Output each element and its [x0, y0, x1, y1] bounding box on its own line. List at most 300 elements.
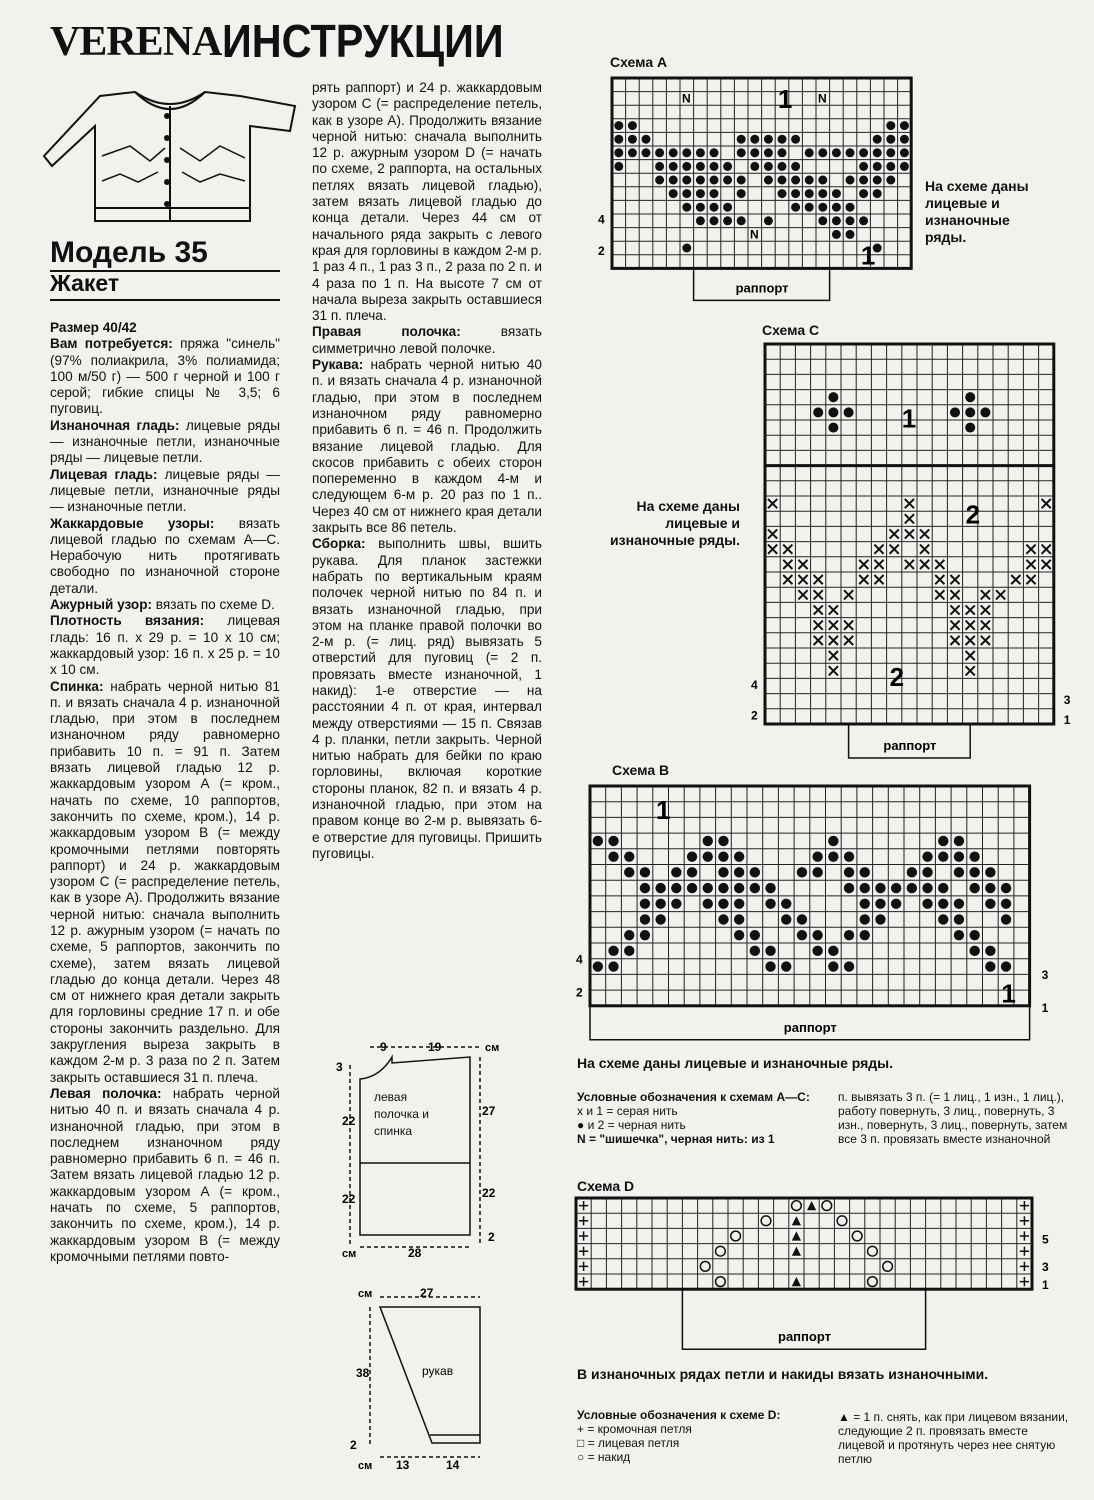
section-heading: Ажурный узор:	[50, 597, 153, 613]
stitch-dot	[907, 883, 917, 893]
stitch-dot	[593, 836, 603, 846]
stitch-dot	[710, 216, 719, 225]
rapport-label: раппорт	[778, 1329, 831, 1345]
motif-1-mark: 1	[860, 240, 876, 271]
stitch-dot	[655, 162, 664, 171]
stitch-cross	[798, 590, 807, 599]
stitch-cross	[890, 529, 899, 538]
stitch-dot	[778, 135, 787, 144]
yarn-over	[716, 1246, 726, 1256]
stitch-dot	[696, 162, 705, 171]
stitch-dot	[791, 203, 800, 212]
edge-stitch	[1020, 1216, 1029, 1225]
edge-stitch	[579, 1247, 588, 1256]
stitch-cross	[920, 529, 929, 538]
stitch-cross	[844, 621, 853, 630]
sleeve-dim-left-1: 38	[356, 1366, 370, 1380]
stitch-dot	[669, 189, 678, 198]
stitch-dot	[737, 216, 746, 225]
instructions-column-1	[50, 320, 280, 1265]
stitch-cross	[950, 621, 959, 630]
row-num-2: 2	[576, 985, 583, 1000]
col1-paragraph	[50, 336, 280, 417]
section-text: набрать черной нитью 81 п. и вязать сначала 4 р. изнаночной гладью, при этом в последнем изнаночном ряду равномерно прибавить 10 п. = 91 п. Затем вязать лицевой гладью 12 р. жаккардовым узором А (= кром., начать по схеме, 10 раппортов, закончить по схеме, кром.), 14 р. жаккардовым узором В (= между кромочными петлями повторять раппорт) и 24 р. жаккардовым узором С (= распределение петель, как в узоре А). Продолжить вязание черной нитью: сначала выполнить 12 р. ажурным узором (= начать по схеме, 5 раппортов, закончить по схеме), затем вязать лицевой гладью до конца детали. Через 48 см от нижнего края детали закрыть для горловины средние 17 п. и обе стороны закончить раздельно. Для закругления выреза закрыть в каждом 2-м р. 3 раза по 2 п. Затем закрыть оставшиеся 31 п. плеча.	[50, 678, 280, 1085]
section-text: лицевая гладь: 16 п. х 29 р. = 10 х 10 см; жаккардовый узор: 16 п. х 25 р. = 10 х 10 см.	[50, 613, 280, 678]
edge-stitch	[1020, 1231, 1029, 1240]
stitch-dot	[828, 851, 838, 861]
section-heading: Рукава:	[312, 357, 364, 373]
stitch-cross	[1026, 575, 1035, 584]
stitch-dot	[900, 121, 909, 130]
stitch-dot	[828, 946, 838, 956]
stitch-dot	[860, 867, 870, 877]
stitch-dot	[969, 883, 979, 893]
stitch-dot	[985, 899, 995, 909]
stitch-dot	[655, 899, 665, 909]
stitch-dot	[812, 851, 822, 861]
row-num-5: 5	[1042, 1232, 1049, 1247]
yarn-over	[868, 1277, 878, 1287]
stitch-dot	[985, 867, 995, 877]
stitch-dot	[781, 914, 791, 924]
stitch-cross	[966, 621, 975, 630]
stitch-dot	[846, 148, 855, 157]
stitch-dot	[718, 899, 728, 909]
stitch-dot	[640, 867, 650, 877]
stitch-dot	[710, 162, 719, 171]
stitch-cross	[1042, 499, 1051, 508]
stitch-dot	[1001, 883, 1011, 893]
bobble-mark: N	[750, 227, 759, 242]
stitch-dot	[873, 176, 882, 185]
section-text: выполнить швы, вшить рукава. Для планок застежки набрать по вертикальным краям полочек черной нитью по 84 п. и вязать изнаночной гладью, при этом на планке правой полочки во 2-м р. (= лиц. ряд) вывязать 5 отверстий для пуговиц (= 2 п. провязать вместе изнаночной, 1 накид): 1-е отверстие — на расстоянии 4 п. от края, интервал между отверстиями — 15 п. Связав 4 р. планки, петли закрыть. Черной нитью набрать для бейки по краю горловины, включая короткие стороны планок, 82 п. и вязать 4 р. изнаночной гладью, при этом на правом конце во 2-м р. вывязать 6-е отверстие для пуговицы. Пришить пуговицы.	[312, 536, 542, 861]
section-heading: Размер 40/42	[50, 320, 137, 335]
stitch-dot	[703, 899, 713, 909]
stitch-dot	[805, 148, 814, 157]
stitch-dot	[687, 851, 697, 861]
stitch-cross	[950, 575, 959, 584]
stitch-dot	[828, 961, 838, 971]
stitch-cross	[768, 545, 777, 554]
stitch-dot	[593, 961, 603, 971]
stitch-cross	[844, 590, 853, 599]
stitch-cross	[814, 636, 823, 645]
stitch-dot	[687, 867, 697, 877]
stitch-dot	[922, 867, 932, 877]
stitch-dot	[900, 135, 909, 144]
stitch-dot	[985, 961, 995, 971]
stitch-dot	[734, 867, 744, 877]
stitch-dot	[778, 176, 787, 185]
chart-c	[745, 338, 1075, 762]
stitch-dot	[907, 867, 917, 877]
stitch-dot	[922, 851, 932, 861]
garment-name: Жакет	[50, 270, 280, 301]
stitch-dot	[1001, 899, 1011, 909]
stitch-cross	[814, 575, 823, 584]
stitch-cross	[966, 666, 975, 675]
stitch-dot	[682, 203, 691, 212]
legend-ac-title: Условные обозначения к схемам А—С:	[577, 1090, 810, 1104]
stitch-dot	[812, 946, 822, 956]
stitch-dot	[844, 930, 854, 940]
stitch-dot	[628, 135, 637, 144]
yarn-over	[700, 1262, 710, 1272]
stitch-dot	[671, 867, 681, 877]
chart-b-note: На схеме даны лицевые и изнаночные ряды.	[577, 1055, 894, 1071]
stitch-dot	[1001, 961, 1011, 971]
yarn-over	[822, 1201, 832, 1211]
stitch-dot	[750, 946, 760, 956]
stitch-dot	[640, 914, 650, 924]
stitch-dot	[938, 899, 948, 909]
stitch-dot	[860, 914, 870, 924]
section-heading: Спинка:	[50, 678, 104, 694]
stitch-dot	[628, 148, 637, 157]
stitch-cross	[905, 514, 914, 523]
stitch-dot	[682, 244, 691, 253]
stitch-cross	[798, 560, 807, 569]
body-unit-bottom: см	[342, 1248, 357, 1260]
stitch-cross	[874, 575, 883, 584]
edge-stitch	[579, 1231, 588, 1240]
row-num-3: 3	[1042, 1259, 1049, 1274]
motif-1-mark: 1	[777, 84, 793, 114]
stitch-dot	[886, 148, 895, 157]
edge-stitch	[1020, 1201, 1029, 1210]
stitch-dot	[859, 148, 868, 157]
stitch-dot	[671, 899, 681, 909]
stitch-dot	[750, 883, 760, 893]
body-dim-top-2: 19	[428, 1040, 442, 1054]
stitch-dot	[791, 162, 800, 171]
stitch-cross	[829, 636, 838, 645]
sleeve-dim-top: 27	[420, 1286, 434, 1300]
stitch-dot	[624, 851, 634, 861]
stitch-dot	[828, 836, 838, 846]
stitch-dot	[846, 216, 855, 225]
stitch-dot	[696, 148, 705, 157]
stitch-cross	[890, 545, 899, 554]
section-text: набрать черной нитью 40 п. и вязать сначала 4 р. изнаночной гладью, при этом в последнем изнаночном ряду равномерно прибавить 6 п. = 46 п. Продолжить вязание лицевой гладью. Для скосов прибавить с обеих сторон попеременно в каждом 4-м и следующем 6-м р. 20 раз по 1 п.. Через 40 см от нижнего края детали закрыть все 86 петель.	[312, 357, 542, 536]
stitch-dot	[954, 899, 964, 909]
stitch-dot	[969, 851, 979, 861]
body-dim-top-1: 9	[380, 1040, 387, 1054]
stitch-dot	[669, 148, 678, 157]
stitch-dot	[828, 392, 838, 402]
stitch-dot	[655, 914, 665, 924]
stitch-dot	[873, 189, 882, 198]
section-heading: Правая полочка:	[312, 324, 461, 340]
yarn-over	[792, 1201, 802, 1211]
col2-paragraph	[312, 357, 542, 536]
stitch-cross	[814, 621, 823, 630]
yarn-over	[761, 1216, 771, 1226]
stitch-dot	[859, 189, 868, 198]
stitch-dot	[718, 867, 728, 877]
stitch-dot	[640, 883, 650, 893]
stitch-cross	[798, 575, 807, 584]
section-heading: Левая полочка:	[50, 1085, 162, 1101]
sleeve-schematic	[330, 1285, 540, 1475]
stitch-cross	[905, 560, 914, 569]
section-heading: Изнаночная гладь:	[50, 417, 180, 433]
motif-1-mark: 1	[901, 403, 917, 434]
row-num-1: 1	[1041, 1001, 1049, 1016]
body-dim-left-3: 22	[342, 1192, 356, 1206]
motif-1-mark: 1	[1001, 978, 1016, 1009]
stitch-dot	[846, 230, 855, 239]
stitch-dot	[805, 176, 814, 185]
stitch-cross	[950, 590, 959, 599]
stitch-dot	[954, 930, 964, 940]
row-num-3: 3	[1063, 693, 1071, 708]
stitch-dot	[954, 836, 964, 846]
sleeve-dim-bottom-1: 13	[396, 1458, 410, 1472]
instructions-column-2	[312, 80, 542, 862]
stitch-dot	[718, 914, 728, 924]
stitch-cross	[1042, 545, 1051, 554]
stitch-cross	[874, 560, 883, 569]
stitch-dot	[886, 135, 895, 144]
body-unit-top: см	[485, 1042, 500, 1054]
stitch-dot	[682, 162, 691, 171]
chart-c-title: Схема С	[762, 322, 820, 338]
stitch-dot	[778, 148, 787, 157]
stitch-dot	[734, 851, 744, 861]
stitch-dot	[655, 148, 664, 157]
chart-b-title: Схема В	[612, 762, 670, 778]
stitch-dot	[985, 946, 995, 956]
stitch-dot	[797, 930, 807, 940]
stitch-dot	[703, 883, 713, 893]
col2-paragraph	[312, 324, 542, 357]
stitch-cross	[768, 529, 777, 538]
stitch-dot	[873, 135, 882, 144]
stitch-dot	[860, 930, 870, 940]
bobble-mark: N	[818, 91, 827, 106]
row-num-2: 2	[751, 708, 758, 723]
stitch-dot	[891, 899, 901, 909]
legend-ac-line-3: N = "шишечка", черная нить: из 1	[577, 1132, 775, 1146]
stitch-dot	[682, 148, 691, 157]
stitch-cross	[966, 651, 975, 660]
stitch-dot	[812, 930, 822, 940]
stitch-cross	[920, 560, 929, 569]
body-label: левая полочка и спинка	[374, 1090, 429, 1138]
stitch-dot	[640, 899, 650, 909]
motif-2-mark: 2	[965, 499, 981, 530]
edge-stitch	[579, 1201, 588, 1210]
stitch-dot	[737, 135, 746, 144]
stitch-cross	[783, 575, 792, 584]
stitch-dot	[764, 135, 773, 144]
stitch-dot	[938, 836, 948, 846]
stitch-dot	[844, 883, 854, 893]
yarn-over	[731, 1231, 741, 1241]
chart-a	[592, 70, 922, 306]
stitch-dot	[954, 851, 964, 861]
stitch-dot	[703, 851, 713, 861]
col1-paragraph	[50, 679, 280, 1086]
stitch-dot	[965, 392, 975, 402]
brand-logo: VERENA	[50, 19, 222, 65]
stitch-cross	[920, 545, 929, 554]
stitch-dot	[614, 135, 623, 144]
chart-d	[568, 1192, 1058, 1352]
row-num-2: 2	[598, 243, 605, 258]
stitch-cross	[1011, 575, 1020, 584]
stitch-cross	[966, 605, 975, 614]
stitch-dot	[818, 148, 827, 157]
model-number: Модель 35	[50, 236, 280, 272]
stitch-cross	[1026, 545, 1035, 554]
stitch-cross	[844, 636, 853, 645]
rapport-label: раппорт	[735, 280, 789, 296]
section-heading: Плотность вязания:	[50, 613, 205, 629]
stitch-cross	[874, 545, 883, 554]
yarn-over	[852, 1231, 862, 1241]
bobble-mark: N	[682, 91, 691, 106]
stitch-dot	[812, 867, 822, 877]
stitch-dot	[710, 189, 719, 198]
body-dim-right-2: 22	[482, 1186, 496, 1200]
body-dim-right-1: 27	[482, 1104, 496, 1118]
dec-triangle	[792, 1216, 801, 1225]
stitch-dot	[655, 176, 664, 185]
stitch-cross	[950, 636, 959, 645]
stitch-cross	[783, 545, 792, 554]
stitch-cross	[966, 636, 975, 645]
stitch-dot	[886, 121, 895, 130]
stitch-cross	[829, 605, 838, 614]
stitch-dot	[671, 883, 681, 893]
legend-ac-line-2: ● и 2 = черная нить	[577, 1118, 686, 1132]
chart-a-note: На схеме даны лицевые и изнаночные ряды.	[925, 178, 1029, 245]
section-heading: Вам потребуется:	[50, 336, 173, 352]
legend-d-title: Условные обозначения к схеме D:	[577, 1408, 781, 1422]
stitch-dot	[737, 176, 746, 185]
stitch-dot	[922, 899, 932, 909]
sleeve-label: рукав	[422, 1364, 454, 1378]
dec-triangle	[792, 1231, 801, 1240]
stitch-dot	[886, 162, 895, 171]
stitch-dot	[778, 189, 787, 198]
stitch-dot	[624, 867, 634, 877]
stitch-dot	[624, 930, 634, 940]
legend-d	[577, 1408, 817, 1464]
col1-paragraph	[50, 613, 280, 678]
chart-c-note: На схеме даны лицевые и изнаночные ряды.	[610, 498, 740, 548]
stitch-dot	[828, 407, 838, 417]
stitch-dot	[723, 176, 732, 185]
motif-1-mark: 1	[655, 794, 671, 825]
stitch-dot	[764, 162, 773, 171]
stitch-dot	[640, 930, 650, 940]
sleeve-unit-bottom: см	[358, 1460, 373, 1472]
dec-triangle	[792, 1277, 801, 1286]
stitch-dot	[723, 203, 732, 212]
row-num-1: 1	[1042, 1278, 1049, 1293]
stitch-dot	[734, 914, 744, 924]
row-num-3: 3	[1041, 968, 1049, 983]
stitch-dot	[703, 836, 713, 846]
row-num-1: 1	[1063, 713, 1071, 727]
stitch-dot	[828, 423, 838, 433]
stitch-dot	[844, 407, 854, 417]
legend-ac-line-1: х и 1 = серая нить	[577, 1104, 678, 1118]
stitch-dot	[875, 883, 885, 893]
stitch-dot	[710, 203, 719, 212]
stitch-dot	[954, 914, 964, 924]
stitch-cross	[981, 636, 990, 645]
col1-paragraph	[50, 597, 280, 613]
stitch-dot	[832, 216, 841, 225]
stitch-dot	[791, 189, 800, 198]
stitch-dot	[764, 176, 773, 185]
yarn-over	[716, 1277, 726, 1287]
dec-triangle	[792, 1247, 801, 1256]
stitch-dot	[765, 961, 775, 971]
stitch-dot	[765, 883, 775, 893]
stitch-dot	[860, 883, 870, 893]
stitch-dot	[954, 867, 964, 877]
stitch-dot	[718, 883, 728, 893]
stitch-dot	[710, 176, 719, 185]
stitch-cross	[935, 560, 944, 569]
stitch-dot	[614, 148, 623, 157]
stitch-dot	[750, 867, 760, 877]
stitch-cross	[814, 590, 823, 599]
stitch-dot	[980, 407, 990, 417]
stitch-cross	[905, 499, 914, 508]
stitch-dot	[781, 899, 791, 909]
section-heading: Лицевая гладь:	[50, 466, 158, 482]
section-text: вязать лицевой гладью по схемам А—С. Нерабочую нить протягивать свободно по изнаночной стороне детали.	[50, 515, 280, 596]
stitch-cross	[814, 605, 823, 614]
col2-paragraph	[312, 80, 542, 324]
row-num-4: 4	[576, 952, 583, 967]
stitch-dot	[608, 961, 618, 971]
stitch-cross	[829, 621, 838, 630]
stitch-dot	[696, 216, 705, 225]
stitch-dot	[797, 867, 807, 877]
stitch-dot	[778, 162, 787, 171]
stitch-dot	[818, 203, 827, 212]
edge-stitch	[579, 1277, 588, 1286]
col1-paragraph	[50, 418, 280, 467]
stitch-dot	[696, 176, 705, 185]
sleeve-unit-top: см	[358, 1288, 373, 1300]
stitch-dot	[969, 930, 979, 940]
jacket-illustration	[40, 86, 300, 231]
stitch-cross	[981, 605, 990, 614]
stitch-dot	[846, 203, 855, 212]
section-heading: Сборка:	[312, 536, 366, 552]
stitch-dot	[764, 216, 773, 225]
stitch-dot	[844, 851, 854, 861]
stitch-dot	[875, 914, 885, 924]
yarn-over	[883, 1262, 893, 1272]
edge-stitch	[1020, 1247, 1029, 1256]
stitch-dot	[734, 883, 744, 893]
stitch-dot	[805, 189, 814, 198]
stitch-dot	[938, 883, 948, 893]
body-dim-right-3: 2	[488, 1230, 495, 1244]
stitch-dot	[737, 189, 746, 198]
stitch-cross	[935, 575, 944, 584]
stitch-cross	[935, 590, 944, 599]
